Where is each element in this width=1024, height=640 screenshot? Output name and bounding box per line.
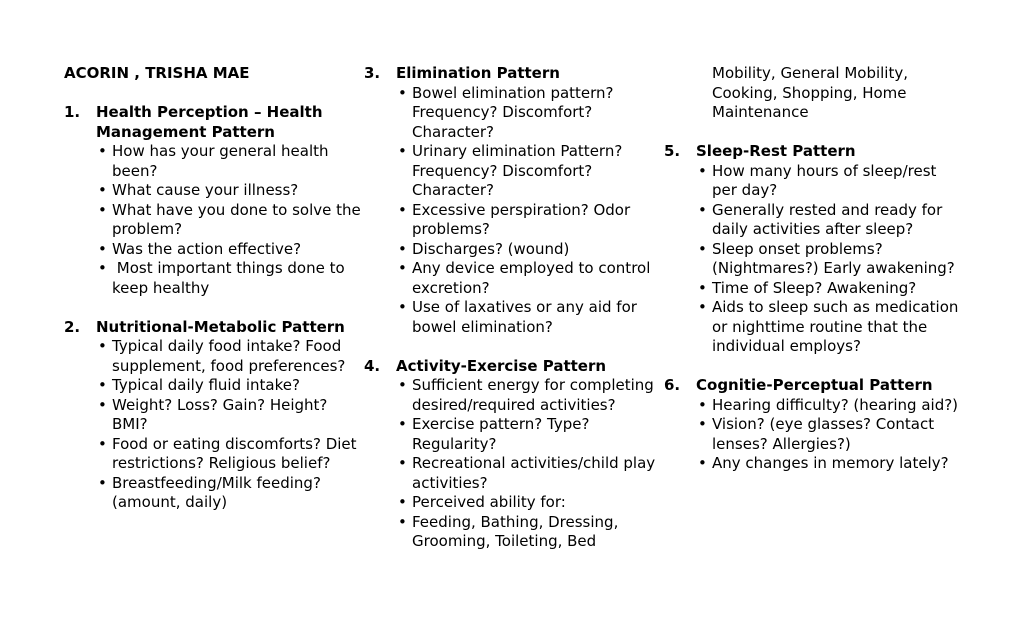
section-heading (664, 142, 964, 162)
list-item: • Sufficient energy for completing desired/required activities? (398, 376, 654, 414)
list-item: • Generally rested and ready for daily activities after sleep? (698, 200, 943, 238)
section-title: Elimination Pattern (396, 64, 560, 82)
list-item: • Typical daily fluid intake? (98, 376, 300, 394)
list-item: • Aids to sleep such as medication or nighttime routine that the individual employs? (698, 298, 959, 355)
bullet-icon: • (398, 493, 407, 511)
section-cognitive-perceptual (664, 376, 964, 474)
section-title: Sleep-Rest Pattern (696, 142, 856, 160)
list-item: • Any device employed to control excretion? (398, 259, 651, 297)
list-item: • Vision? (eye glasses? Contact lenses? Allergies?) (698, 415, 935, 453)
bullet-icon: • (98, 473, 107, 492)
bullet-icon: • (698, 278, 707, 297)
list-item: • Any changes in memory lately? (698, 454, 949, 472)
bullet-icon: • (98, 376, 107, 394)
bullet-icon: • (98, 200, 107, 219)
list-item: • Perceived ability for: (398, 493, 566, 511)
bullet-icon: • (98, 259, 107, 277)
list-item: • What have you done to solve the problem? (98, 200, 361, 238)
section-activity-exercise (364, 357, 664, 552)
bullet-icon: • (698, 454, 707, 472)
list-item: • How many hours of sleep/rest per day? (698, 161, 937, 199)
bullet-icon: • (698, 200, 707, 219)
section-health-perception (64, 103, 364, 298)
bullet-icon: • (398, 512, 407, 531)
list-item: • Most important things done to keep healthy (98, 259, 350, 297)
section-heading (364, 357, 664, 377)
bullet-icon: • (398, 83, 407, 102)
list-item: • Time of Sleep? Awakening? (698, 278, 917, 297)
section-number: 6. (664, 376, 681, 394)
bullet-icon: • (98, 434, 107, 453)
bullet-icon: • (398, 415, 407, 433)
section-elimination (364, 64, 664, 337)
bullet-icon: • (398, 298, 407, 316)
section-number: 4. (364, 356, 381, 375)
list-item: • Recreational activities/child play activities? (398, 454, 656, 492)
list-item: • Was the action effective? (98, 239, 302, 258)
bullet-icon: • (698, 395, 707, 414)
list-item: • Typical daily food intake? Food supplement, food preferences? (98, 337, 346, 375)
question-list (64, 337, 364, 513)
list-item: • Breastfeeding/Milk feeding? (amount, daily) (98, 473, 321, 511)
section-heading (64, 103, 364, 142)
question-list (64, 142, 364, 298)
section-title: Health Perception – Health Management Pattern (96, 103, 323, 141)
list-item: • What cause your illness? (98, 181, 299, 199)
bullet-icon: • (398, 239, 407, 258)
bullet-icon: • (398, 259, 407, 277)
bullet-icon: • (398, 142, 407, 160)
column-3 (664, 64, 964, 474)
question-list (364, 376, 664, 552)
section-nutritional-metabolic (64, 318, 364, 513)
list-item: • Bowel elimination pattern? Frequency? Discomfort? Character? (398, 83, 614, 141)
list-item: • How has your general health been? (98, 142, 329, 180)
question-list (364, 84, 664, 338)
list-item: • Urinary elimination Pattern? Frequency? Discomfort? Character? (398, 142, 623, 199)
list-item: • Exercise pattern? Type? Regularity? (398, 415, 590, 453)
list-item: • Weight? Loss? Gain? Height? BMI? (98, 395, 328, 433)
bullet-icon: • (398, 376, 407, 394)
section-heading (364, 64, 664, 84)
bullet-icon: • (98, 239, 107, 258)
column-2 (364, 64, 664, 552)
question-list (664, 162, 964, 357)
list-item: • Sleep onset problems? (Nightmares?) Early awakening? (698, 239, 955, 277)
section-number: 3. (364, 64, 381, 82)
bullet-icon: • (698, 415, 707, 433)
bullet-icon: • (98, 142, 107, 160)
bullet-icon: • (398, 454, 407, 472)
bullet-icon: • (698, 298, 707, 316)
section-number: 5. (664, 142, 681, 160)
list-item: • Hearing difficulty? (hearing aid?) (698, 395, 959, 414)
section-number: 2. (64, 317, 81, 336)
bullet-icon: • (98, 181, 107, 199)
bullet-icon: • (98, 395, 107, 414)
list-item-continuation: Mobility, General Mobility, Cooking, Shopping, Home Maintenance (712, 64, 908, 121)
list-item: • Use of laxatives or any aid for bowel elimination? (398, 298, 637, 336)
list-item: • Feeding, Bathing, Dressing, Grooming, Toileting, Bed (398, 512, 619, 550)
question-list (664, 396, 964, 474)
bullet-icon: • (398, 200, 407, 219)
section-title: Nutritional-Metabolic Pattern (96, 317, 345, 336)
column-1 (64, 64, 364, 513)
bullet-icon: • (698, 239, 707, 258)
list-item: • Discharges? (wound) (398, 239, 570, 258)
list-item: • Food or eating discomforts? Diet restrictions? Religious belief? (98, 434, 357, 472)
section-number: 1. (64, 103, 81, 121)
section-title: Activity-Exercise Pattern (396, 356, 607, 375)
bullet-icon: • (98, 337, 107, 355)
author-name: ACORIN , TRISHA MAE (64, 64, 250, 82)
section-heading (64, 318, 364, 338)
bullet-icon: • (698, 161, 707, 180)
section-sleep-rest (664, 142, 964, 357)
list-item: • Excessive perspiration? Odor problems? (398, 200, 631, 238)
section-heading (664, 376, 964, 396)
section-title: Cognitie-Perceptual Pattern (696, 376, 933, 394)
